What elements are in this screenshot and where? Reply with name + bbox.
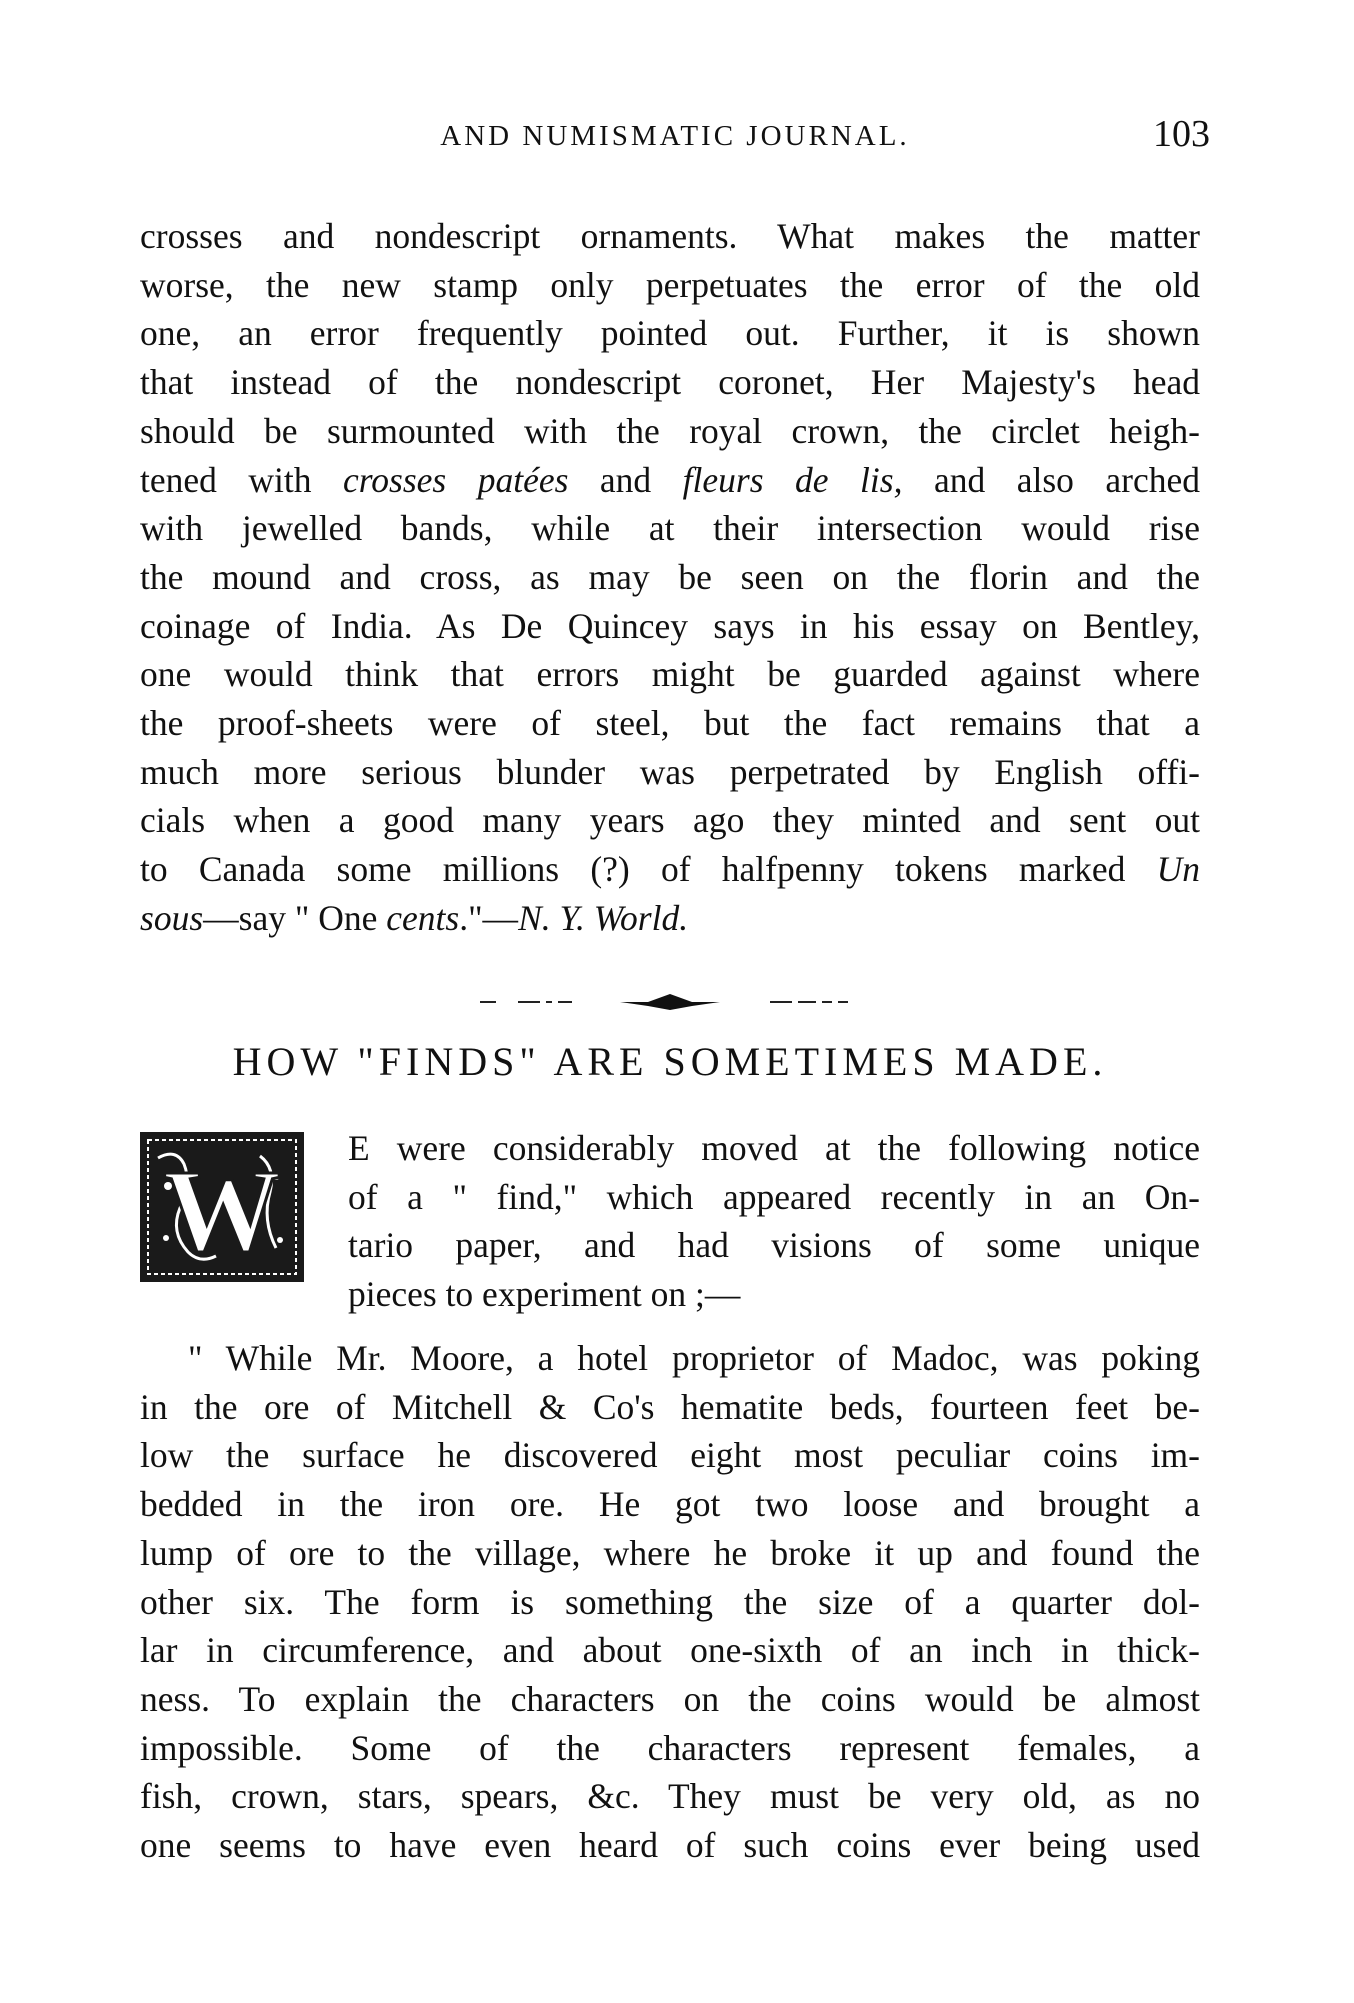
text-segment: —say " One	[203, 897, 387, 938]
dropcap-letter: W	[163, 1145, 281, 1276]
text-line: one would think that errors might be guarded against where	[140, 654, 1200, 695]
text-line: coinage of India. As De Quincey says in his essay on Bentley,	[140, 605, 1200, 646]
text-line: one seems to have even heard of such coins ever being used	[140, 1825, 1200, 1866]
text-segment: ."—	[459, 897, 519, 938]
text-line: tario paper, and had visions of some unique	[348, 1225, 1200, 1266]
text-line: fish, crown, stars, spears, &c. They must be very old, as no	[140, 1776, 1200, 1817]
paragraph-continued	[140, 212, 1200, 943]
text-line: " While Mr. Moore, a hotel proprietor of Madoc, was poking	[188, 1338, 1200, 1378]
text-line: bedded in the iron ore. He got two loose and brought a	[140, 1484, 1200, 1525]
text-line: with jewelled bands, while at their intersection would rise	[140, 508, 1200, 549]
text-line: low the surface he discovered eight most peculiar coins im-	[140, 1435, 1200, 1476]
text-line: lump of ore to the village, where he broke it up and found the	[140, 1532, 1200, 1573]
text-line: that instead of the nondescript coronet, Her Majesty's head	[140, 362, 1200, 403]
text-line	[140, 845, 1200, 894]
text-line	[140, 894, 1200, 943]
section-heading: HOW "FINDS" ARE SOMETIMES MADE.	[232, 1039, 1108, 1084]
text-segment: to Canada some millions (?) of halfpenny tokens marked	[140, 849, 1157, 890]
running-head: AND NUMISMATIC JOURNAL.	[440, 120, 910, 152]
italic-phrase: sous	[140, 897, 204, 938]
paragraph-quote	[140, 1334, 1200, 1870]
text-line: pieces to experiment on ;—	[348, 1274, 741, 1315]
text-line: impossible. Some of the characters represent females, a	[140, 1727, 1200, 1768]
italic-phrase: cents	[386, 897, 460, 938]
text-line: ness. To explain the characters on the coins would be almost	[140, 1678, 1200, 1719]
text-line: worse, the new stamp only perpetuates the error of the old	[140, 264, 1200, 305]
italic-phrase: crosses patées	[343, 459, 569, 500]
italic-phrase: N. Y. World.	[518, 897, 689, 938]
text-line: in the ore of Mitchell & Co's hematite beds, fourteen feet be-	[140, 1386, 1200, 1427]
ornamental-dropcap	[136, 1128, 308, 1286]
text-line: much more serious blunder was perpetrated by English offi-	[140, 751, 1200, 792]
text-line: E were considerably moved at the following notice	[348, 1128, 1200, 1168]
paragraph-intro	[348, 1124, 1200, 1319]
page-number: 103	[1153, 113, 1210, 155]
page-header	[140, 112, 1210, 162]
text-line: crosses and nondescript ornaments. What makes the matter	[140, 216, 1200, 256]
text-line: the mound and cross, as may be seen on the florin and the	[140, 556, 1200, 597]
text-segment: and	[568, 459, 683, 500]
text-segment: tened with	[140, 459, 343, 500]
text-line: the proof-sheets were of steel, but the fact remains that a	[140, 703, 1200, 744]
text-line: lar in circumference, and about one-sixth of an inch in thick-	[140, 1630, 1200, 1671]
section-divider-ornament	[480, 990, 860, 1014]
italic-phrase: Un	[1156, 849, 1200, 890]
text-line: should be surmounted with the royal crown, the circlet heigh-	[140, 410, 1200, 451]
text-line	[140, 456, 1200, 505]
text-line: cials when a good many years ago they minted and sent out	[140, 800, 1200, 841]
text-line: one, an error frequently pointed out. Further, it is shown	[140, 313, 1200, 354]
italic-phrase: fleurs de lis,	[682, 459, 903, 500]
text-line: of a " find," which appeared recently in an On-	[348, 1176, 1200, 1217]
text-segment: and also arched	[902, 459, 1200, 500]
text-line: other six. The form is something the size of a quarter dol-	[140, 1581, 1200, 1622]
